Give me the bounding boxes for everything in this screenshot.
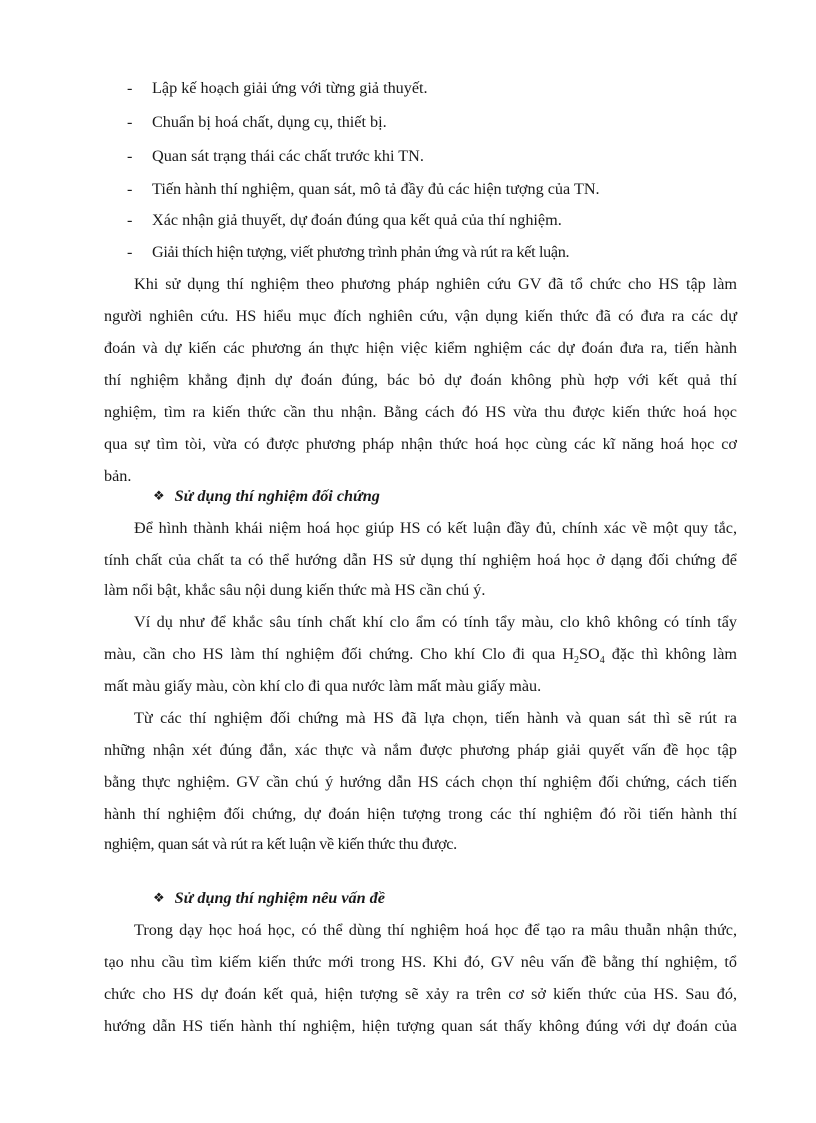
paragraph-line: tính chất của chất ta có thể hướng dẫn HS sử dụng thí nghiệm hoá học ở dạng đối chứng để <box>104 551 737 569</box>
paragraph-line: Ví dụ như để khắc sâu tính chất khí clo ẩm có tính tẩy màu, clo khô không có tính tẩy <box>134 613 737 631</box>
bullet-marker: - <box>127 243 133 261</box>
paragraph-line: Để hình thành khái niệm hoá học giúp HS có kết luận đầy đủ, chính xác về một quy tắc, <box>134 519 737 537</box>
bullet-marker: - <box>127 180 133 198</box>
paragraph-line-formula: màu, cần cho HS làm thí nghiệm đối chứng. Cho khí Clo đi qua $H_2SO_4$ đặc thì không làm <box>104 645 738 667</box>
paragraph-line: đoán và dự kiến các phương án thực hiện việc kiểm nghiệm các dự đoán đưa ra, tiến hành <box>104 339 737 357</box>
paragraph-line: những nhận xét đúng đắn, xác thực và nắm được phương pháp giải quyết vấn đề học tập <box>104 741 737 759</box>
list-item: Giải thích hiện tượng, viết phương trình phản ứng và rút ra kết luận. <box>152 243 570 261</box>
paragraph-line: mất màu giấy màu, còn khí clo đi qua nước làm mất màu giấy màu. <box>104 677 542 695</box>
list-item: Lập kế hoạch giải ứng với từng giả thuyết. <box>152 79 428 97</box>
bullet-marker: - <box>127 211 133 229</box>
paragraph-line: nghiệm, tìm ra kiến thức cần thu nhận. Bằng cách đó HS vừa thu được kiến thức hoá học <box>104 403 737 421</box>
paragraph-line: thí nghiệm khẳng định dự đoán đúng, bác bỏ dự đoán không phù hợp với kết quả thí <box>104 371 737 389</box>
list-item: Xác nhận giả thuyết, dự đoán đúng qua kết quả của thí nghiệm. <box>152 211 562 229</box>
paragraph-line: hướng dẫn HS tiến hành thí nghiệm, hiện tượng quan sát thấy không đúng với dự đoán của <box>104 1017 737 1035</box>
bullet-marker: - <box>127 147 133 165</box>
paragraph-line: làm nổi bật, khắc sâu nội dung kiến thức mà HS cần chú ý. <box>104 581 486 599</box>
paragraph-line: nghiệm, quan sát và rút ra kết luận về kiến thức thu được. <box>104 835 457 853</box>
heading-text: Sử dụng thí nghiệm nêu vấn đề <box>174 889 385 907</box>
paragraph-line: Khi sử dụng thí nghiệm theo phương pháp nghiên cứu GV đã tổ chức cho HS tập làm <box>134 275 737 293</box>
section-heading-problem-experiment <box>153 888 385 909</box>
diamond-bullet-icon: ❖ <box>153 488 165 503</box>
paragraph-line: tạo nhu cầu tìm kiếm kiến thức mới trong HS. Khi đó, GV nêu vấn đề bằng thí nghiệm, tổ <box>104 953 737 971</box>
paragraph-line: Trong dạy học hoá học, có thể dùng thí nghiệm hoá học để tạo ra mâu thuẫn nhận thức, <box>134 921 737 939</box>
section-heading-control-experiment <box>153 486 380 507</box>
list-item: Tiến hành thí nghiệm, quan sát, mô tả đầy đủ các hiện tượng của TN. <box>152 180 600 198</box>
paragraph-line: bằng thực nghiệm. GV cần chú ý hướng dẫn HS cách chọn thí nghiệm đối chứng, cách tiến <box>104 773 737 791</box>
bullet-marker: - <box>127 79 133 97</box>
paragraph-line: bản. <box>104 467 132 485</box>
paragraph-line: qua sự tìm tòi, vừa có được phương pháp nhận thức hoá học cùng các kĩ năng hoá học cơ <box>104 435 737 453</box>
paragraph-line: người nghiên cứu. HS hiểu mục đích nghiên cứu, vận dụng kiến thức đã có đưa ra các dự <box>104 307 737 325</box>
paragraph-line: hành thí nghiệm đối chứng, dự đoán hiện tượng trong các thí nghiệm đó rồi tiến hành thí <box>104 805 737 823</box>
list-item: Chuẩn bị hoá chất, dụng cụ, thiết bị. <box>152 113 387 131</box>
paragraph-line: Từ các thí nghiệm đối chứng mà HS đã lựa chọn, tiến hành và quan sát thì sẽ rút ra <box>134 709 737 727</box>
list-item: Quan sát trạng thái các chất trước khi TN. <box>152 147 424 165</box>
bullet-marker: - <box>127 113 133 131</box>
heading-text: Sử dụng thí nghiệm đối chứng <box>174 487 380 505</box>
diamond-bullet-icon: ❖ <box>153 890 165 905</box>
paragraph-line: chức cho HS dự đoán kết quả, hiện tượng sẽ xảy ra trên cơ sở kiến thức của HS. Sau đó, <box>104 985 737 1003</box>
